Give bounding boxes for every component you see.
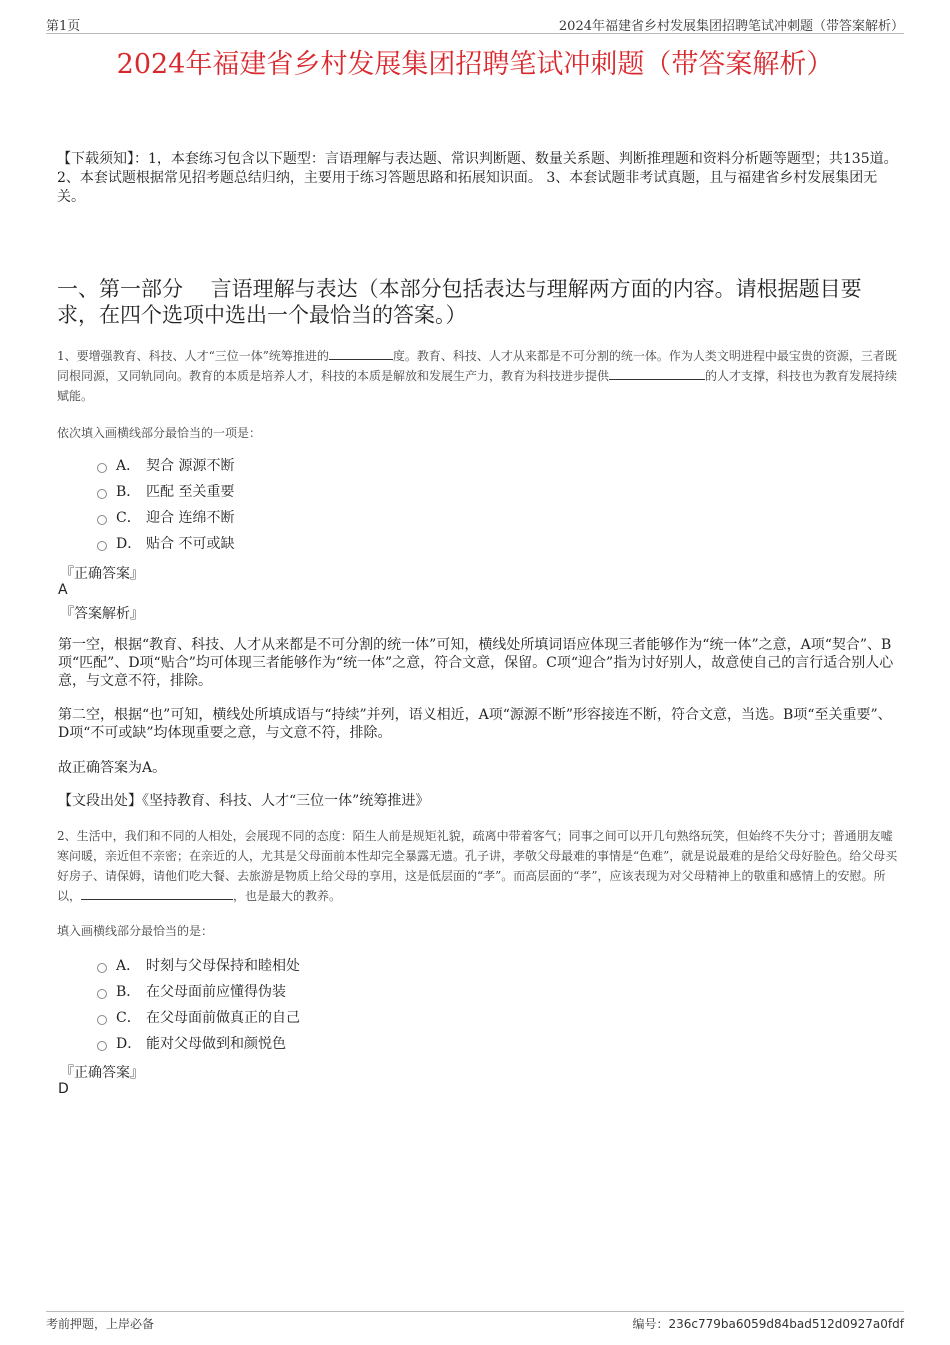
footer-code-label: 编号： — [632, 1317, 669, 1331]
question-2-prompt: 填入画横线部分最恰当的是： — [57, 924, 214, 938]
option-key: C． — [116, 510, 141, 526]
analysis-paragraph-2: 第二空，根据“也”可知，横线处所填成语与“持续”并列，语义相近，A项“源源不断”形容接连不断，符合文意，当选。B项“至关重要”、D项“不可或缺”均体现重要之意，与文意不符，排除。 — [58, 707, 892, 741]
footer-divider — [46, 1311, 904, 1312]
footer-code-value: 236c779ba6059d84bad512d0927a0fdf — [668, 1317, 904, 1331]
page-footer — [46, 1315, 904, 1333]
analysis-label: 『答案解析』 — [60, 606, 144, 622]
blank-1 — [329, 346, 393, 360]
option-text: 在父母面前做真正的自己 — [146, 1010, 300, 1026]
question-2-text-part-a: 2、生活中，我们和不同的人相处，会展现不同的态度：陌生人前是规矩礼貌，疏离中带着客气；同事之间可以开几句熟络玩笑，但始终不失分寸；普通朋友嘘寒问暖，亲近但不亲密；在亲近的人，尤其是父母面前本性却完全暴露无遗。孔子讲，孝敬父母最难的事情是“色难”，就是说最难的是给父母好脸色。给父母买好房子、请保姆，请他们吃大餐、去旅游是物质上给父母的享用，这是低层面的“孝”。而高层面的“孝”，应该表现为对父母精神上的敬重和感情上的安慰。所以， — [57, 829, 898, 903]
radio-icon[interactable] — [97, 1041, 107, 1051]
footer-slogan: 考前押题，上岸必备 — [46, 1317, 155, 1331]
section-title: 一、第一部分 言语理解与表达（本部分包括表达与理解两方面的内容。请根据题目要求，在四个选项中选出一个最恰当的答案。） — [57, 277, 862, 327]
question-1-text-part-c: 的人才支撑，科技也为教育发展持续赋能。 — [57, 369, 898, 403]
source-citation: 【文段出处】《坚持教育、科技、人才“三位一体”统筹推进》 — [58, 793, 430, 809]
question-1-text-part-a: 1、要增强教育、科技、人才“三位一体”统筹推进的 — [57, 349, 329, 363]
option-c[interactable] — [97, 504, 234, 530]
answer-label: 『正确答案』 — [60, 1065, 144, 1081]
option-key: B． — [116, 984, 141, 1000]
question-1-options — [97, 452, 234, 556]
radio-icon[interactable] — [97, 463, 107, 473]
radio-icon[interactable] — [97, 1015, 107, 1025]
option-a[interactable] — [97, 952, 300, 978]
option-key: D． — [116, 1036, 142, 1052]
option-key: A． — [116, 458, 141, 474]
analysis-paragraph-1: 第一空，根据“教育、科技、人才从来都是不可分割的统一体”可知，横线处所填词语应体现三者能够作为“统一体”之意，A项“契合”、B项“匹配”、D项“贴合”均可体现三者能够作为“统一体”之意，符合文意，保留。C项“迎合”指为讨好别人，故意使自己的言行适合别人心意，与文意不符，排除。 — [58, 637, 894, 689]
radio-icon[interactable] — [97, 963, 107, 973]
option-c[interactable] — [97, 1004, 300, 1030]
option-b[interactable] — [97, 978, 300, 1004]
page-header — [46, 15, 904, 33]
option-text: 能对父母做到和颜悦色 — [146, 1036, 286, 1052]
blank-2 — [609, 366, 705, 380]
answer-label: 『正确答案』 — [60, 566, 144, 582]
answer-value: D — [58, 1081, 69, 1097]
question-1-prompt: 依次填入画横线部分最恰当的一项是： — [57, 426, 262, 440]
question-2-options — [97, 952, 300, 1056]
page-number: 第1页 — [46, 19, 81, 34]
question-2-text — [57, 826, 899, 906]
question-1-text — [57, 346, 899, 406]
page-title: 2024年福建省乡村发展集团招聘笔试冲刺题（带答案解析） — [116, 49, 834, 80]
radio-icon[interactable] — [97, 989, 107, 999]
header-divider — [46, 33, 904, 34]
analysis-conclusion: 故正确答案为A。 — [58, 760, 167, 776]
option-key: A． — [116, 958, 141, 974]
option-text: 契合 源源不断 — [146, 458, 235, 474]
option-text: 迎合 连绵不断 — [146, 510, 235, 526]
radio-icon[interactable] — [97, 541, 107, 551]
radio-icon[interactable] — [97, 515, 107, 525]
option-text: 时刻与父母保持和睦相处 — [146, 958, 300, 974]
option-key: C． — [116, 1010, 141, 1026]
option-d[interactable] — [97, 530, 234, 556]
blank-3 — [81, 886, 233, 900]
option-b[interactable] — [97, 478, 234, 504]
download-notice: 【下载须知】：1，本套练习包含以下题型：言语理解与表达题、常识判断题、数量关系题、判断推理题和资料分析题等题型；共135道。 2、本套试题根据常见招考题总结归纳，主要用于练习答题思路和拓展知识面。 3、本套试题非考试真题，且与福建省乡村发展集团无关。 — [57, 151, 898, 205]
answer-value: A — [58, 582, 68, 598]
option-d[interactable] — [97, 1030, 300, 1056]
radio-icon[interactable] — [97, 489, 107, 499]
option-text: 贴合 不可或缺 — [146, 536, 235, 552]
option-key: B． — [116, 484, 141, 500]
question-2-text-part-c: ，也是最大的教养。 — [233, 889, 342, 903]
option-text: 匹配 至关重要 — [146, 484, 235, 500]
option-a[interactable] — [97, 452, 234, 478]
header-doc-title: 2024年福建省乡村发展集团招聘笔试冲刺题（带答案解析） — [558, 19, 904, 34]
question-1-text-part-b: 度。教育、科技、人才从来都是不可分割的统一体。作为人类文明进程中最宝贵的资源，三者既同根同源，又同轨同向。教育的本质是培养人才，科技的本质是解放和发展生产力，教育为科技进步提供 — [57, 349, 897, 383]
option-text: 在父母面前应懂得伪装 — [146, 984, 286, 1000]
footer-code — [632, 1315, 904, 1332]
option-key: D． — [116, 536, 142, 552]
